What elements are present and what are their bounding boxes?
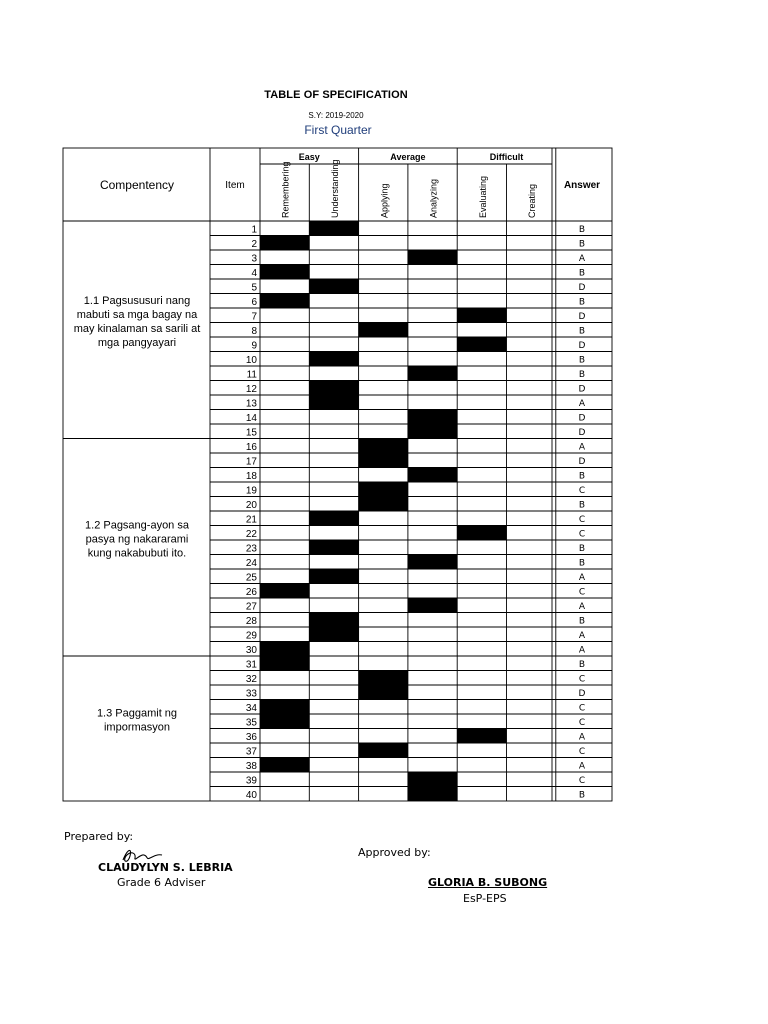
- item-number: 16: [245, 442, 257, 453]
- level-mark-item-4: [260, 265, 309, 280]
- level-mark-item-19: [359, 482, 408, 497]
- item-number: 9: [251, 340, 257, 352]
- answer-key: C: [578, 674, 586, 685]
- item-number: 6: [251, 297, 257, 308]
- level-mark-item-32: [359, 671, 408, 686]
- approved-by-label: Approved by:: [358, 846, 431, 859]
- item-number: 13: [245, 398, 257, 410]
- item-number: 32: [245, 674, 257, 685]
- item-number: 28: [245, 616, 257, 627]
- item-number: 35: [245, 717, 257, 729]
- level-mark-item-2: [260, 236, 309, 251]
- item-number: 2: [251, 239, 257, 250]
- table-frame: [63, 148, 612, 801]
- answer-key: B: [578, 326, 586, 337]
- item-number: 29: [245, 630, 257, 642]
- level-mark-item-12: [309, 381, 358, 396]
- item-number: 27: [245, 601, 257, 613]
- answer-key: C: [578, 718, 586, 728]
- level-mark-item-20: [359, 497, 408, 512]
- item-number: 18: [245, 471, 257, 482]
- level-mark-item-26: [260, 584, 309, 599]
- item-number: 15: [245, 427, 257, 439]
- document-title: TABLE OF SPECIFICATION: [264, 89, 408, 101]
- item-number: 33: [245, 688, 257, 700]
- difficulty-group-easy: Easy: [298, 152, 320, 162]
- level-mark-item-18: [408, 468, 457, 483]
- competency-2-line: 1.2 Pagsang-ayon sa: [85, 519, 189, 532]
- answer-key: B: [578, 225, 586, 235]
- answer-key: B: [578, 297, 586, 308]
- level-header-evaluating: Evaluating: [477, 175, 488, 218]
- answer-key: B: [578, 790, 586, 801]
- level-mark-item-13: [309, 395, 358, 410]
- competency-1-line: mga pangyayari: [97, 336, 177, 349]
- level-mark-item-27: [408, 598, 457, 613]
- school-year: S.Y: 2019-2020: [308, 111, 364, 120]
- item-number: 20: [245, 500, 257, 511]
- item-number: 21: [245, 514, 257, 526]
- item-number: 5: [251, 282, 257, 294]
- answer-key: B: [578, 239, 586, 250]
- item-number: 12: [245, 384, 257, 395]
- competency-3-line: 1.3 Paggamit ng: [96, 707, 178, 720]
- level-mark-item-10: [309, 352, 358, 367]
- competency-3-line: impormasyon: [103, 721, 171, 734]
- answer-key: A: [578, 645, 586, 656]
- answer-key: C: [578, 703, 586, 714]
- answer-key: D: [578, 689, 586, 699]
- level-mark-item-22: [457, 526, 506, 541]
- item-number: 36: [245, 732, 257, 743]
- answer-key: B: [578, 355, 586, 366]
- item-header: Item: [225, 180, 245, 191]
- competency-1-line: mabuti sa mga bagay na: [76, 308, 198, 321]
- level-mark-item-39: [408, 772, 457, 787]
- item-number: 37: [245, 746, 257, 758]
- answer-key: C: [578, 747, 586, 757]
- level-mark-item-6: [260, 294, 309, 309]
- answer-header: Answer: [563, 180, 601, 191]
- level-mark-item-30: [260, 642, 309, 657]
- prepared-by-label: Prepared by:: [64, 830, 134, 843]
- item-number: 30: [245, 645, 257, 656]
- answer-key: D: [578, 312, 586, 322]
- level-header-creating: Creating: [527, 183, 538, 218]
- answer-key: D: [578, 341, 586, 351]
- level-mark-item-17: [359, 453, 408, 468]
- item-number: 31: [245, 659, 257, 671]
- level-mark-item-23: [309, 540, 358, 555]
- answer-key: A: [578, 631, 586, 641]
- answer-key: B: [578, 660, 586, 670]
- item-number: 25: [245, 572, 257, 584]
- item-number: 7: [251, 311, 257, 323]
- level-mark-item-14: [408, 410, 457, 425]
- answer-key: A: [578, 399, 586, 409]
- level-mark-item-16: [359, 439, 408, 454]
- level-mark-item-36: [457, 729, 506, 744]
- approver-name: GLORIA B. SUBONG: [428, 876, 548, 889]
- item-number: 22: [245, 529, 257, 540]
- answer-key: A: [578, 761, 586, 772]
- level-mark-item-1: [309, 221, 358, 236]
- answer-key: C: [578, 587, 586, 598]
- item-number: 11: [246, 369, 257, 381]
- answer-key: C: [578, 776, 586, 786]
- preparer-name: CLAUDYLYN S. LEBRIA: [98, 861, 233, 874]
- difficulty-group-average: Average: [390, 152, 426, 162]
- difficulty-group-difficult: Difficult: [489, 152, 524, 162]
- answer-key: B: [578, 500, 586, 511]
- answer-key: B: [578, 616, 586, 627]
- approver-title: EsP-EPS: [463, 892, 507, 905]
- answer-key: B: [578, 558, 586, 569]
- item-number: 34: [245, 703, 257, 714]
- item-number: 26: [245, 587, 257, 598]
- item-number: 3: [251, 253, 257, 265]
- preparer-title: Grade 6 Adviser: [117, 876, 206, 889]
- answer-key: D: [578, 283, 586, 293]
- answer-key: B: [578, 544, 586, 554]
- competency-header: Compentency: [99, 178, 175, 192]
- level-mark-item-40: [408, 787, 457, 802]
- item-number: 17: [245, 456, 257, 468]
- answer-key: C: [578, 529, 586, 540]
- item-number: 39: [245, 775, 257, 787]
- answer-key: C: [578, 486, 586, 496]
- level-header-remembering: Remembering: [280, 161, 291, 218]
- level-mark-item-37: [359, 743, 408, 758]
- level-mark-item-8: [359, 323, 408, 338]
- level-mark-item-34: [260, 700, 309, 715]
- level-mark-item-31: [260, 656, 309, 671]
- answer-key: A: [578, 442, 586, 453]
- level-header-analyzing: Analyzing: [428, 178, 439, 218]
- level-mark-item-11: [408, 366, 457, 381]
- competency-2-line: kung nakabubuti ito.: [87, 547, 187, 560]
- competency-2-line: pasya ng nakararami: [85, 533, 189, 546]
- level-header-applying: Applying: [379, 183, 390, 218]
- item-number: 14: [245, 413, 257, 424]
- level-mark-item-7: [457, 308, 506, 323]
- level-mark-item-15: [408, 424, 457, 439]
- competency-1-line: may kinalaman sa sarili at: [73, 322, 201, 335]
- item-number: 10: [245, 355, 257, 366]
- answer-key: A: [578, 254, 586, 264]
- item-number: 40: [245, 790, 257, 801]
- level-mark-item-33: [359, 685, 408, 700]
- answer-key: B: [578, 370, 586, 380]
- competency-1-line: 1.1 Pagsususuri nang: [83, 294, 191, 307]
- answer-key: A: [578, 732, 586, 743]
- quarter-label: First Quarter: [304, 123, 372, 137]
- item-number: 24: [245, 558, 257, 569]
- answer-key: B: [578, 268, 586, 279]
- level-mark-item-3: [408, 250, 457, 265]
- level-mark-item-25: [309, 569, 358, 584]
- level-mark-item-21: [309, 511, 358, 526]
- item-number: 19: [245, 485, 257, 497]
- level-mark-item-29: [309, 627, 358, 642]
- answer-key: D: [578, 384, 586, 395]
- item-number: 4: [251, 268, 257, 279]
- level-mark-item-5: [309, 279, 358, 294]
- level-mark-item-24: [408, 555, 457, 570]
- item-number: 23: [245, 543, 257, 555]
- answer-key: A: [578, 573, 586, 583]
- item-number: 8: [251, 326, 257, 337]
- answer-key: D: [578, 428, 586, 438]
- level-header-understanding: Understanding: [329, 159, 340, 218]
- level-mark-item-28: [309, 613, 358, 628]
- answer-key: A: [578, 602, 586, 612]
- answer-key: D: [578, 457, 586, 467]
- level-mark-item-35: [260, 714, 309, 729]
- item-number: 1: [251, 224, 257, 236]
- answer-key: D: [578, 413, 586, 424]
- level-mark-item-9: [457, 337, 506, 352]
- answer-key: B: [578, 471, 586, 482]
- item-number: 38: [245, 761, 257, 772]
- answer-key: C: [578, 515, 586, 525]
- level-mark-item-38: [260, 758, 309, 773]
